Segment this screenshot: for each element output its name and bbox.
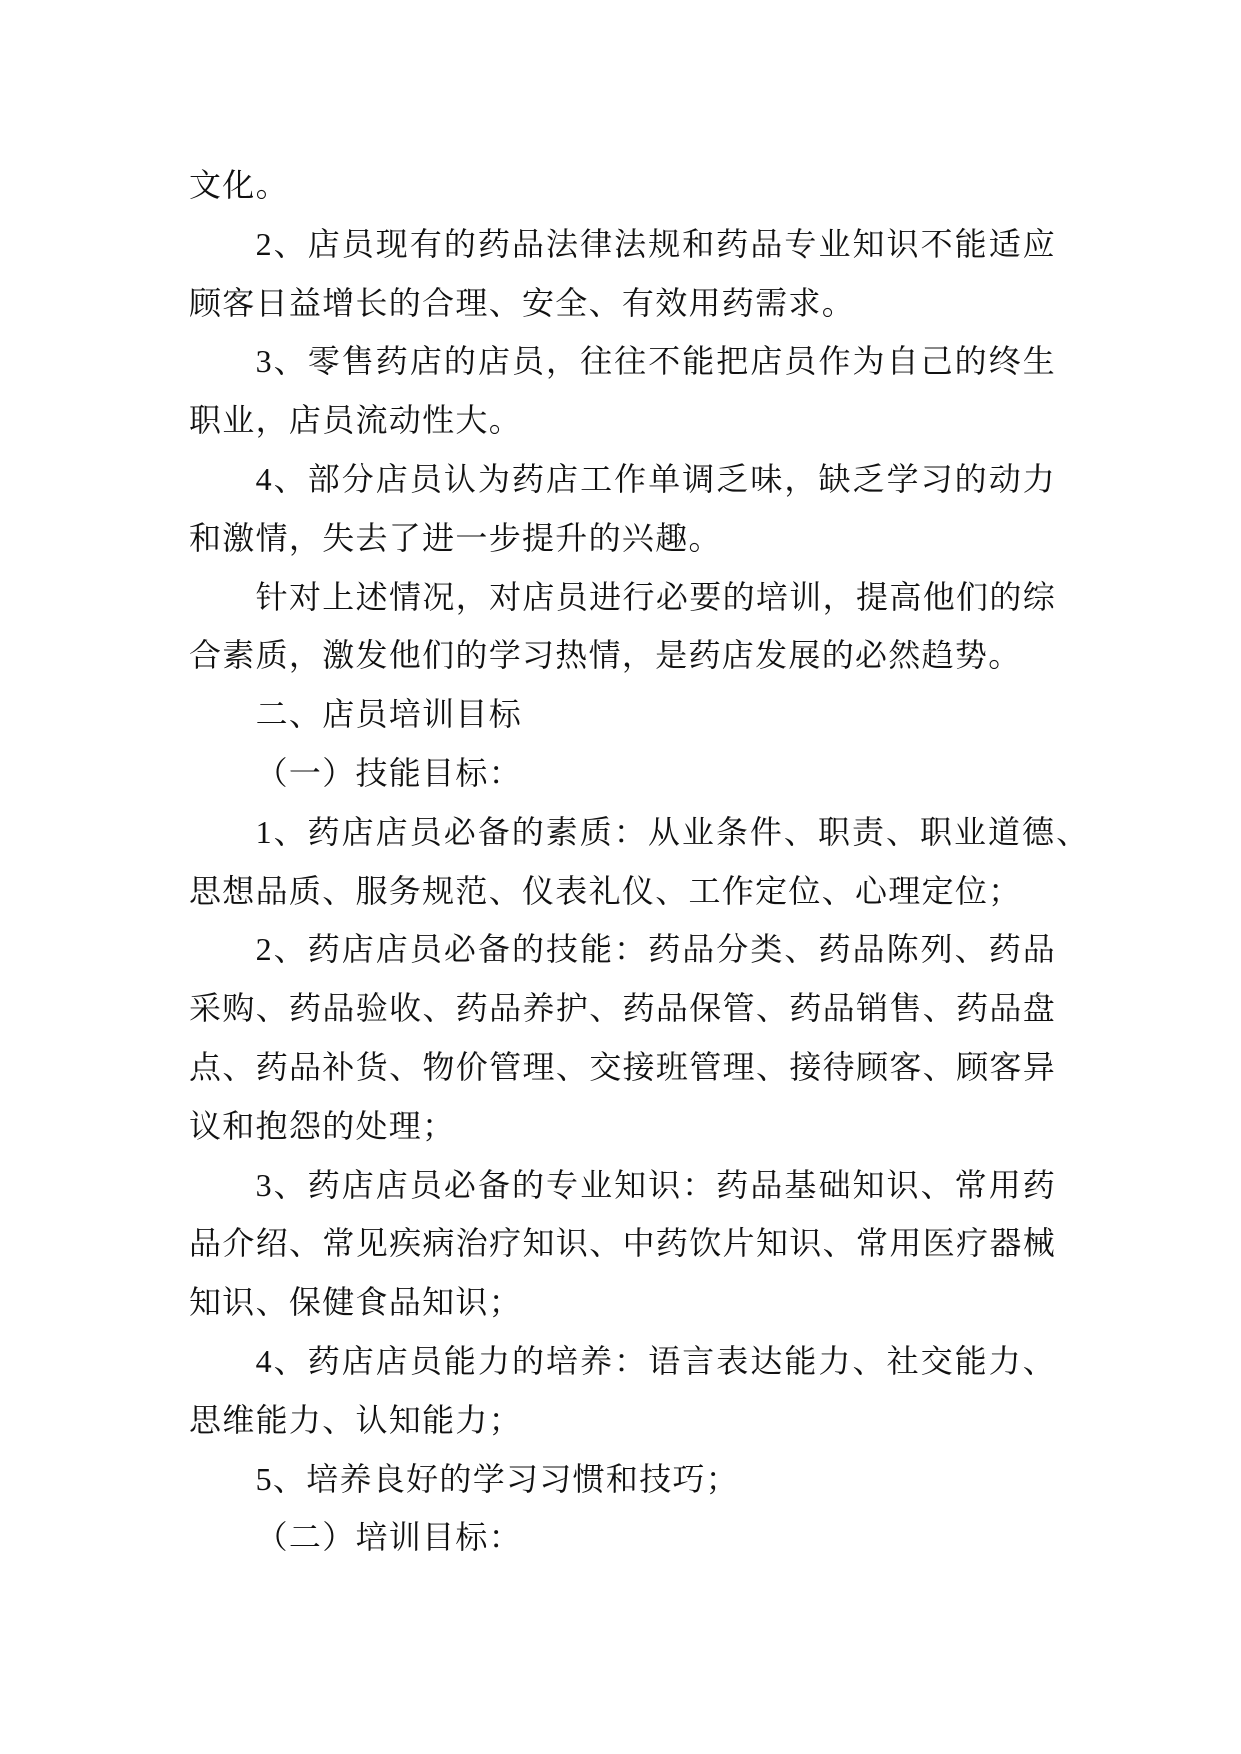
text-line: 知识、保健食品知识； — [189, 1284, 523, 1321]
document-body — [189, 156, 1109, 1567]
list-item — [189, 1450, 1109, 1509]
text-line: 议和抱怨的处理； — [189, 1107, 456, 1144]
list-item — [189, 1156, 1109, 1332]
subsection-heading-text: （二）培训目标： — [255, 1519, 522, 1556]
text-line: 1、药店店员必备的素质：从业条件、职责、职业道德、 — [255, 813, 1089, 850]
text-line: 采购、药品验收、药品养护、药品保管、药品销售、药品盘 — [189, 990, 1055, 1027]
text-line: 思想品质、服务规范、仪表礼仪、工作定位、心理定位； — [189, 872, 1022, 909]
paragraph — [189, 215, 1109, 333]
text-line: 点、药品补货、物价管理、交接班管理、接待顾客、顾客异 — [189, 1048, 1055, 1085]
subsection-heading — [189, 744, 1109, 803]
list-item — [189, 1332, 1109, 1450]
text-line: 5、培养良好的学习习惯和技巧； — [255, 1460, 740, 1497]
paragraph — [189, 450, 1109, 568]
text-line: 4、药店店员能力的培养：语言表达能力、社交能力、 — [255, 1342, 1055, 1379]
paragraph — [189, 568, 1109, 686]
list-item — [189, 920, 1109, 1155]
section-heading-text: 二、店员培训目标 — [255, 696, 522, 733]
subsection-heading-text: （一）技能目标： — [255, 754, 522, 791]
paragraph-continuation — [189, 156, 1109, 215]
text-line: 3、药店店员必备的专业知识：药品基础知识、常用药 — [255, 1166, 1055, 1203]
text-line: 文化。 — [189, 167, 289, 203]
text-line: 品介绍、常见疾病治疗知识、中药饮片知识、常用医疗器械 — [189, 1225, 1055, 1262]
text-line: 2、药店店员必备的技能：药品分类、药品陈列、药品 — [255, 931, 1055, 968]
text-line: 针对上述情况，对店员进行必要的培训，提高他们的综 — [255, 578, 1055, 615]
subsection-heading — [189, 1508, 1109, 1567]
text-line: 职业，店员流动性大。 — [189, 402, 523, 439]
text-line: 和激情，失去了进一步提升的兴趣。 — [189, 519, 722, 556]
text-line: 4、部分店员认为药店工作单调乏味，缺乏学习的动力 — [255, 460, 1055, 497]
list-item — [189, 803, 1109, 921]
paragraph — [189, 332, 1109, 450]
text-line: 3、零售药店的店员，往往不能把店员作为自己的终生 — [255, 343, 1055, 380]
text-line: 2、店员现有的药品法律法规和药品专业知识不能适应 — [255, 225, 1055, 262]
text-line: 顾客日益增长的合理、安全、有效用药需求。 — [189, 284, 856, 321]
section-heading — [189, 685, 1109, 744]
text-line: 思维能力、认知能力； — [189, 1401, 523, 1438]
text-line: 合素质，激发他们的学习热情，是药店发展的必然趋势。 — [189, 637, 1022, 674]
